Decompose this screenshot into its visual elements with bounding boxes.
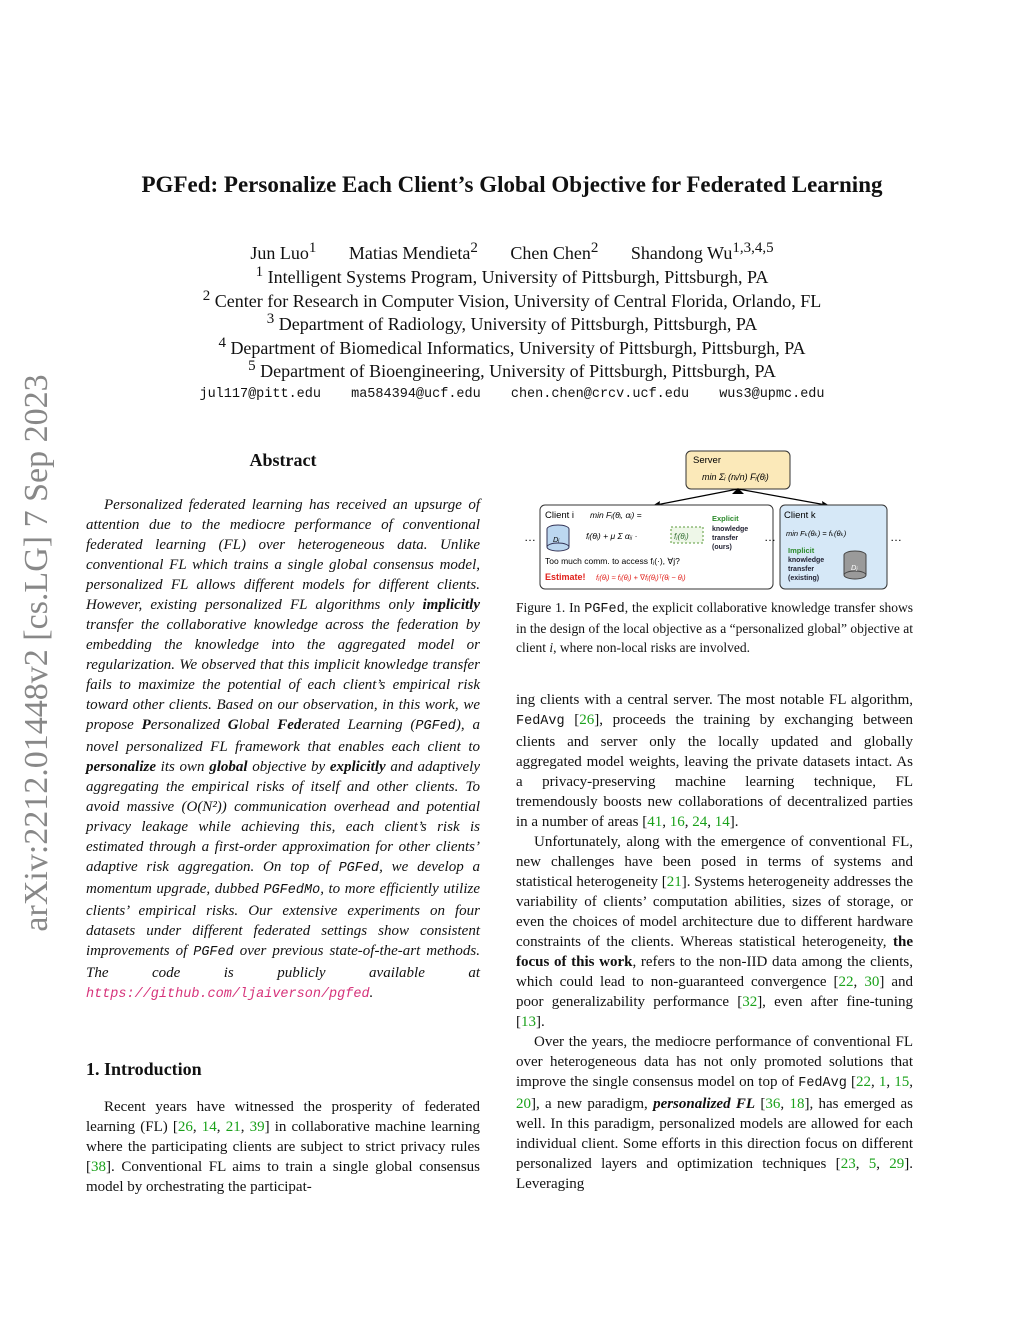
client-k-objective: min Fₖ(θₖ) = fₖ(θₖ)	[786, 529, 847, 538]
svg-text:transfer: transfer	[712, 535, 739, 542]
citation[interactable]: 41	[647, 814, 663, 830]
citation[interactable]: 30	[864, 974, 880, 990]
citation[interactable]: 14	[201, 1119, 217, 1135]
citation[interactable]: 15	[894, 1074, 910, 1090]
explicit-label: Explicit	[712, 514, 739, 523]
paper-title: PGFed: Personalize Each Client’s Global Objective for Federated Learning	[141, 172, 883, 197]
svg-text:knowledge: knowledge	[712, 526, 749, 533]
affiliation: $^1$ Intelligent Systems Program, University of Pittsburgh, Pittsburgh, PA	[255, 264, 769, 287]
email[interactable]: ma584394@ucf.edu	[351, 387, 481, 402]
implicit-label: Implicit	[788, 546, 815, 555]
code-link[interactable]: https://github.com/ljaiverson/pgfed	[86, 987, 370, 1002]
dataset-j-icon	[844, 551, 866, 579]
ellipsis: …	[524, 530, 536, 544]
server-objective: min Σᵢ (nᵢ/n) Fᵢ(θᵢ)	[702, 472, 769, 482]
citation[interactable]: 13	[521, 1014, 536, 1030]
affiliation: $^5$ Department of Bioengineering, University of Pittsburgh, Pittsburgh, PA	[248, 358, 776, 381]
citation[interactable]: 23	[840, 1156, 856, 1172]
citation[interactable]: 32	[742, 994, 758, 1010]
section-heading: 1. Introduction	[86, 1059, 202, 1079]
estimate-label: Estimate!	[545, 572, 586, 582]
client-i-objective-terms: fᵢ(θᵢ) + μ Σ αᵢⱼ ·	[586, 531, 638, 541]
citation[interactable]: 38	[91, 1159, 106, 1175]
affiliation: $^2$ Center for Research in Computer Vision, University of Central Florida, Orlando, FL	[202, 288, 822, 311]
comm-question: Too much comm. to access fⱼ(·), ∀j?	[545, 556, 680, 566]
citation[interactable]: 36	[765, 1096, 781, 1112]
paragraph: Unfortunately, along with the emergence of conventional FL, new challenges have been posed in terms of systems and statistical heterogeneity [21]. Systems heterogeneity addresses the variability of clients’ computation abilities, sizes of storage, or even the choices of model architecture due to different hardware constraints of the clients. Whereas statistical heterogeneity, the focus of this work, refers to the non-IID data among the clients, which could lead to non-guaranteed convergence [22, 30] and poor generalizability performance [32], even after fine-tuning [13].	[516, 834, 914, 1030]
affiliation: $^3$ Department of Radiology, University of Pittsburgh, Pittsburgh, PA	[266, 311, 758, 334]
citation[interactable]: 22	[855, 1074, 871, 1090]
affiliation: $^4$ Department of Biomedical Informatics, University of Pittsburgh, Pittsburgh, PA	[218, 335, 806, 358]
ellipsis: …	[764, 530, 776, 544]
email[interactable]: jul117@pitt.edu	[199, 387, 321, 402]
client-i-objective: min Fᵢ(θᵢ, αᵢ) =	[590, 510, 642, 520]
author-list	[0, 240, 1024, 264]
dataset-i-icon	[547, 525, 569, 551]
svg-text:Dᵢ: Dᵢ	[553, 535, 560, 544]
citation[interactable]: 24	[692, 814, 708, 830]
author: Shandong Wu$^{1,3,4,5}$	[630, 240, 774, 263]
svg-text:(ours): (ours)	[712, 544, 732, 551]
client-k-label: Client k	[784, 510, 816, 521]
client-i-label: Client i	[545, 510, 575, 521]
figure-caption: Figure 1. In PGFed, the explicit collaborative knowledge transfer shows in the design of the local objective as a “personalized global” objective at client i, where non-local risks are involved.	[516, 600, 913, 655]
svg-text:knowledge: knowledge	[788, 557, 825, 564]
author: Jun Luo$^1$	[250, 240, 317, 263]
citation[interactable]: 5	[868, 1156, 877, 1172]
citation[interactable]: 20	[516, 1096, 531, 1112]
intro-paragraph: Recent years have witnessed the prosperity of federated learning (FL) [26, 14, 21, 39] in collaborative machine learning where the participating clients are subject to strict privacy rules [38]. Conventional FL aims to train a single global consensus model by orchestrating the participat-	[86, 1099, 481, 1195]
abstract-body: Personalized federated learning has received an upsurge of attention due to the mediocre performance of conventional federated learning (FL) over heterogeneous data. Unlike conventional FL which trains a single global consensus model, personalized FL allows different models for different clients. However, existing personalized FL algorithms only implicitly transfer the collaborative knowledge across the federation by embedding the knowledge into the aggregated model or regularization. We observed that this implicit knowledge transfer fails to maximize the potential of each client’s empirical risk toward other clients. Based on our observation, in this work, we propose Personalized Global Federated Learning (PGFed), a novel personalized FL framework that enables each client to personalize its own global objective by explicitly and adaptively aggregating the empirical risks of itself and other clients. To avoid massive (O(N²)) communication overhead and potential privacy leakage while achieving this, each client’s risk is estimated through a first-order approximation for other clients’ adaptive risk aggregation. On top of PGFed, we develop a momentum upgrade, dubbed PGFedMo, to more efficiently utilize clients’ empirical risks. Our extensive experiments on four datasets under different federated settings show consistent improvements of PGFed over previous state-of-the-art methods. The code is publicly available at https://github.com/ljaiverson/pgfed.	[86, 497, 480, 1002]
citation[interactable]: 39	[249, 1119, 265, 1135]
citation[interactable]: 1	[878, 1074, 887, 1090]
citation[interactable]: 18	[789, 1096, 805, 1112]
server-label: Server	[693, 455, 721, 466]
citation[interactable]: 29	[889, 1156, 905, 1172]
svg-text:Dⱼ: Dⱼ	[851, 563, 858, 572]
email[interactable]: chen.chen@crcv.ucf.edu	[510, 387, 690, 402]
paragraph: ing clients with a central server. The most notable FL algorithm, FedAvg [26], proceeds the training by exchanging between clients and server only the locally updated and globally aggregated model weights, leaving the private datasets intact. As a privacy-preserving machine learning technique, FL tremendously boosts new collaborations of decentralized parties in a number of areas [41, 16, 24, 14].	[516, 692, 913, 830]
citation[interactable]: 14	[714, 814, 730, 830]
author: Chen Chen$^2$	[510, 240, 599, 263]
right-column-text	[516, 690, 913, 1194]
figure-1	[518, 447, 910, 592]
email-list	[0, 387, 1024, 402]
author: Matias Mendieta$^2$	[348, 240, 478, 263]
citation[interactable]: 21	[225, 1119, 241, 1135]
citation[interactable]: 21	[666, 874, 682, 890]
paragraph: Over the years, the mediocre performance of conventional FL over heterogeneous data has not only promoted solutions that improve the single consensus model on top of FedAvg [22, 1, 15, 20], a new paradigm, personalized FL [36, 18], has emerged as well. In this paradigm, personalized models are allowed for each individual client. Some efforts in this direction focus on different personalized layers and optimization techniques [23, 5, 29]. Leveraging	[516, 1034, 914, 1192]
citation[interactable]: 26	[177, 1119, 193, 1135]
email[interactable]: wus3@upmc.edu	[719, 387, 825, 402]
arxiv-margin-id: arXiv:2212.01448v2 [cs.LG] 7 Sep 2023	[18, 374, 55, 932]
svg-text:fⱼ(θⱼ): fⱼ(θⱼ)	[674, 532, 689, 541]
citation[interactable]: 16	[669, 814, 685, 830]
svg-text:transfer: transfer	[788, 566, 815, 573]
ellipsis: …	[890, 530, 902, 544]
estimate-equation: fⱼ(θᵢ) ≈ fⱼ(θⱼ) + ∇fⱼ(θⱼ)ᵀ(θᵢ − θⱼ)	[596, 573, 686, 582]
abstract-heading: Abstract	[249, 450, 317, 470]
svg-text:(existing): (existing)	[788, 575, 820, 582]
citation[interactable]: 26	[579, 712, 595, 728]
citation[interactable]: 22	[838, 974, 854, 990]
